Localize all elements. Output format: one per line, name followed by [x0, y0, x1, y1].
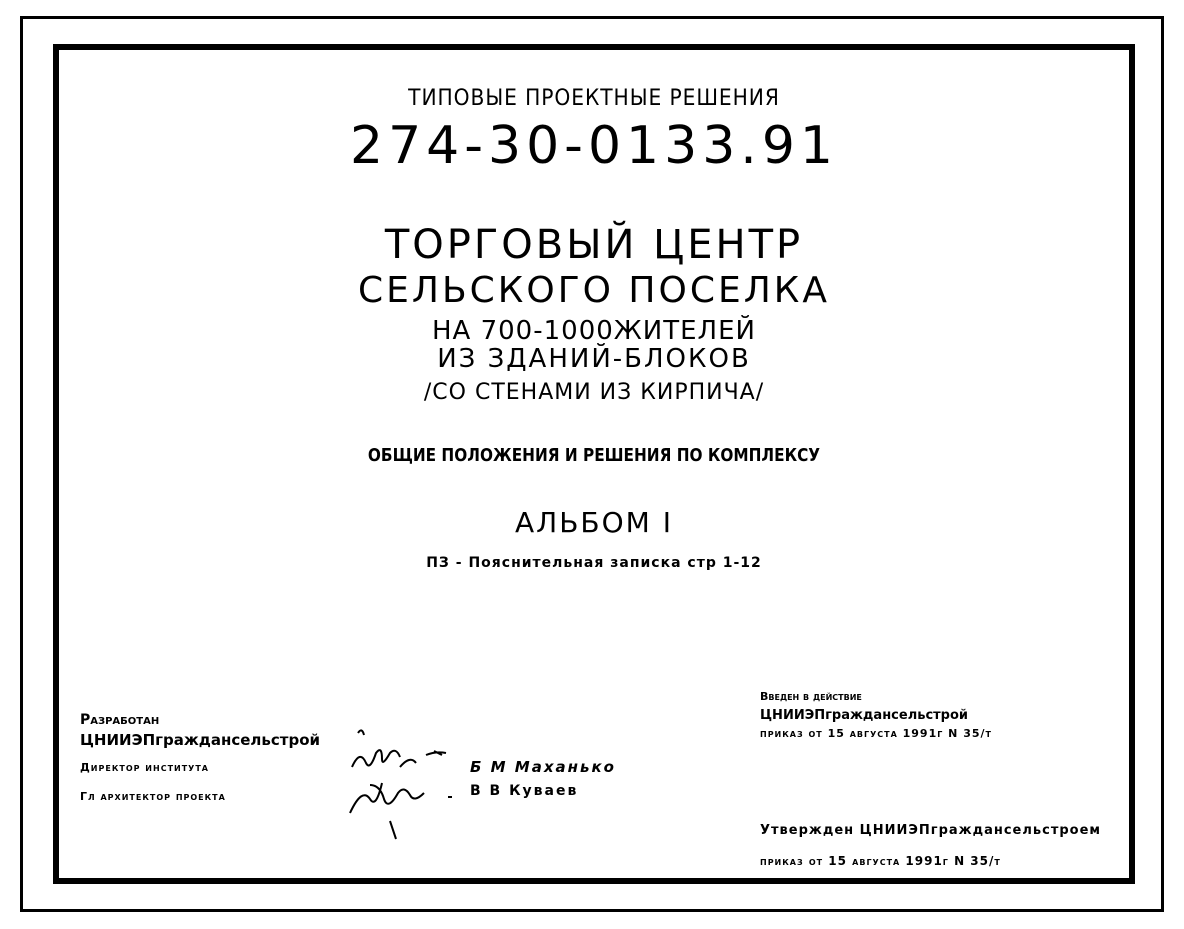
series-title: ТИПОВЫЕ ПРОЕКТНЫЕ РЕШЕНИЯ: [408, 86, 780, 111]
developer-label: Разработан: [80, 712, 160, 728]
subtitle: ОБЩИЕ ПОЛОЖЕНИЯ И РЕШЕНИЯ ПО КОМПЛЕКСУ: [367, 445, 821, 466]
title-line-1: ТОРГОВЫЙ ЦЕНТР: [384, 222, 804, 268]
introduction-order: приказ от 15 августа 1991г N 35/т: [760, 727, 992, 740]
album-note: ПЗ - Пояснительная записка стр 1-12: [426, 555, 762, 571]
developer-organization: ЦНИИЭПграждансельстрой: [80, 731, 321, 749]
director-role: Директор института: [80, 761, 209, 774]
signatures: [330, 725, 470, 840]
title-line-5: /СО СТЕНАМИ ИЗ КИРПИЧА/: [423, 380, 765, 405]
chief-architect-name: В В Куваев: [470, 783, 579, 799]
chief-architect-role: Гл архитектор проекта: [80, 790, 226, 803]
title-line-3: НА 700-1000ЖИТЕЛЕЙ: [432, 316, 756, 346]
album-label: АЛЬБОМ I: [515, 506, 673, 539]
title-line-2: СЕЛЬСКОГО ПОСЕЛКА: [358, 270, 830, 311]
approval-order: приказ от 15 августа 1991г N 35/т: [760, 854, 1001, 868]
project-code: 274-30-0133.91: [350, 116, 838, 176]
introduction-label: Введен в действие: [760, 690, 862, 703]
introduction-organization: ЦНИИЭПграждансельстрой: [760, 708, 969, 723]
approval-label: Утвержден ЦНИИЭПграждансельстроем: [760, 823, 1102, 838]
director-name: Б М Маханько: [470, 758, 616, 776]
title-line-4: ИЗ ЗДАНИЙ-БЛОКОВ: [437, 344, 751, 374]
